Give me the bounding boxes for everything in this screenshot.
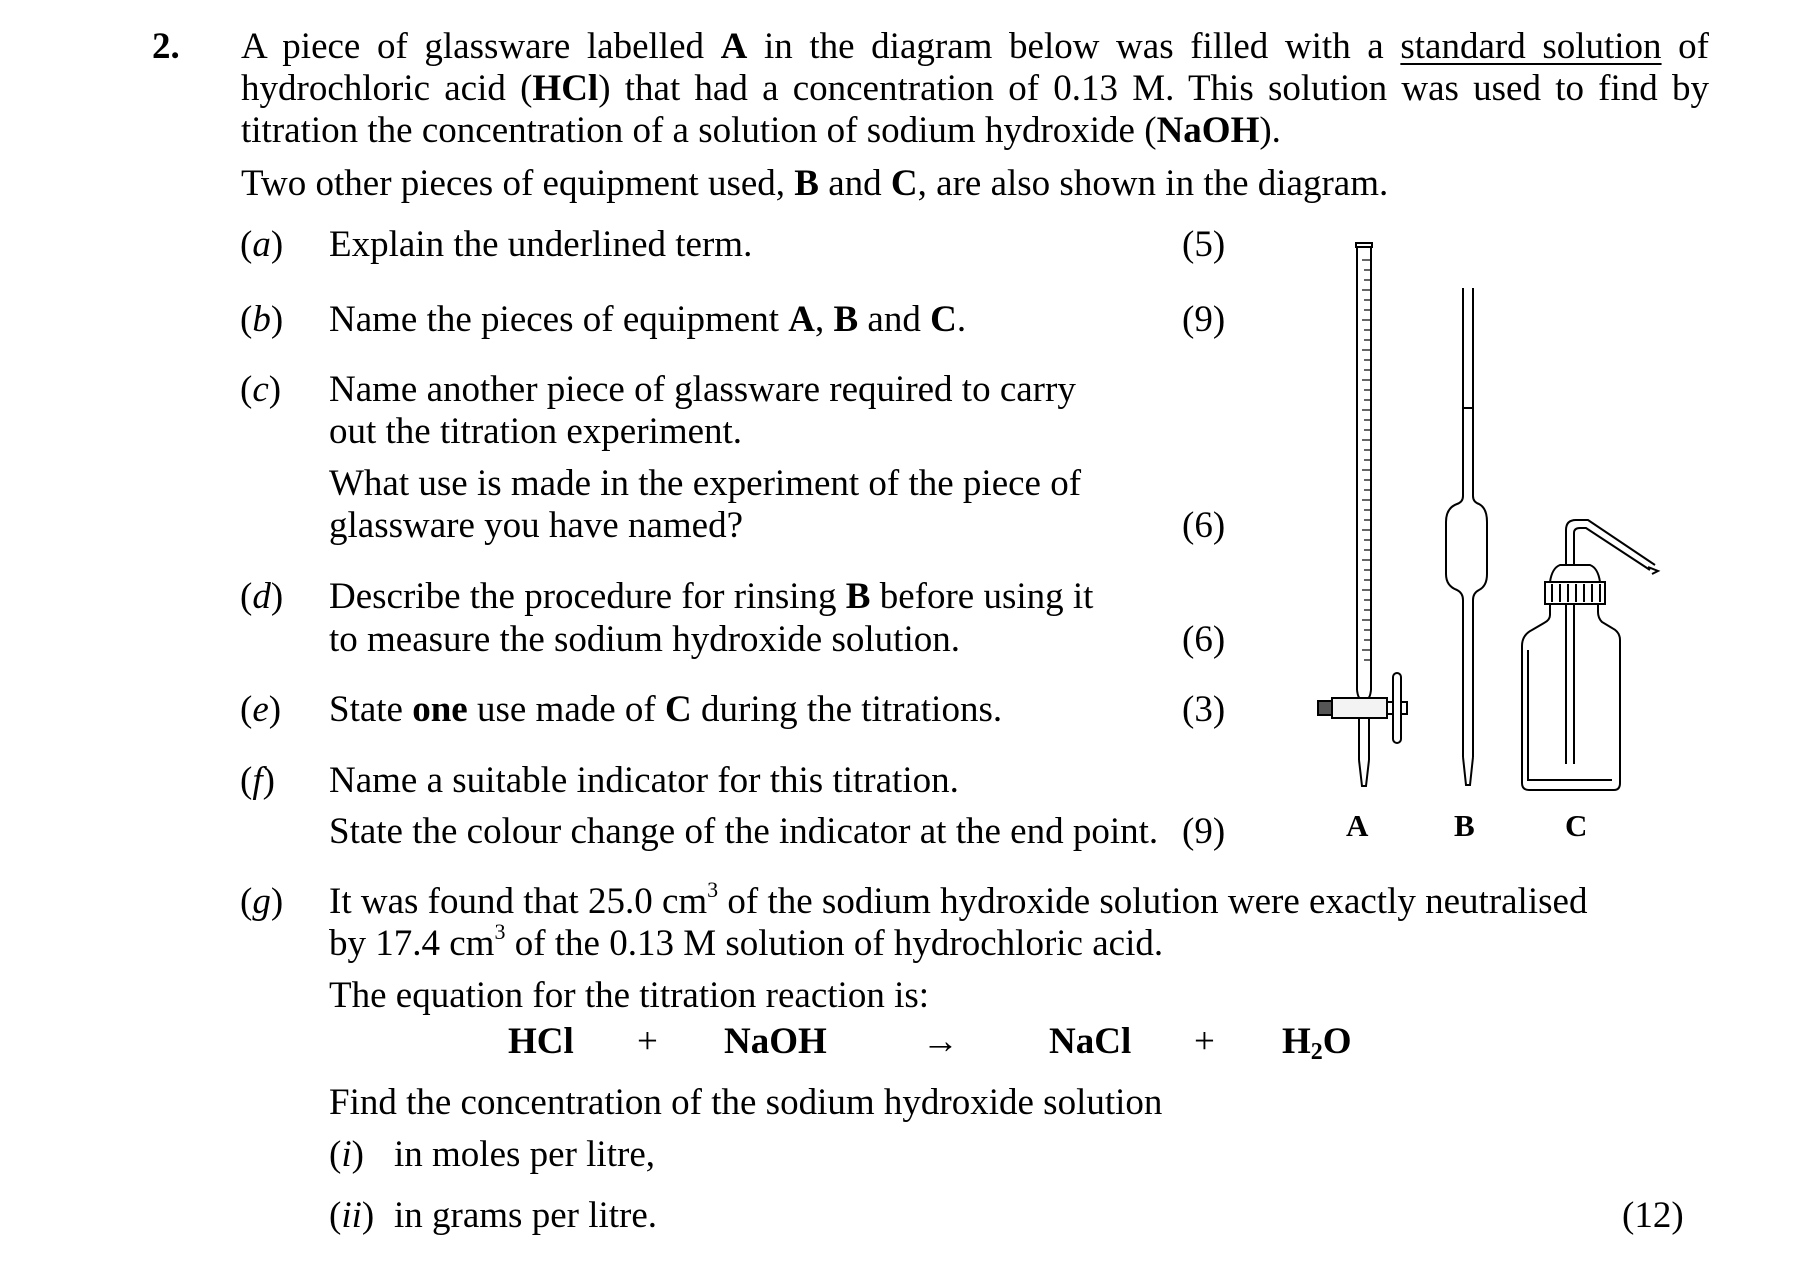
part-c-line-4: glassware you have named? xyxy=(329,505,744,546)
equation-product-2: $H_2O$ xyxy=(1282,1021,1352,1065)
part-f-line-2: State the colour change of the indicator at the end point. xyxy=(329,811,1159,852)
part-c-marks: (6) xyxy=(1182,505,1226,546)
part-g-label: (g) xyxy=(240,881,284,922)
intro-line-3: titration the concentration of a solution of sodium hydroxide (NaOH). xyxy=(241,110,1281,151)
subpart-i-text: in moles per litre, xyxy=(394,1134,655,1175)
intro-line-1: A piece of glassware labelled A in the diagram below was filled with a standard solution of xyxy=(241,26,1709,67)
subpart-i-label: (i) xyxy=(329,1134,364,1175)
equation-plus-2: + xyxy=(1194,1021,1215,1062)
part-c-line-3: What use is made in the experiment of the piece of xyxy=(329,463,1082,504)
part-g-marks: (12) xyxy=(1622,1195,1684,1236)
part-c-line-1: Name another piece of glassware required to carry xyxy=(329,369,1076,410)
diagram-label-b: B xyxy=(1454,808,1475,843)
underlined-term: standard solution xyxy=(1400,26,1662,67)
part-d-line-2: to measure the sodium hydroxide solution. xyxy=(329,619,960,660)
subpart-ii-label: (ii) xyxy=(329,1195,375,1236)
diagram-label-c: C xyxy=(1565,808,1588,843)
part-g-line-4: Find the concentration of the sodium hydroxide solution xyxy=(329,1082,1163,1123)
pipette-icon xyxy=(1446,288,1487,785)
part-b-marks: (9) xyxy=(1182,299,1226,340)
part-c-label: (c) xyxy=(240,369,282,410)
part-b-text: Name the pieces of equipment A, B and C. xyxy=(329,299,967,340)
wash-bottle-icon xyxy=(1522,520,1658,790)
part-f-marks: (9) xyxy=(1182,811,1226,852)
part-e-text: State one use made of C during the titrations. xyxy=(329,689,1003,730)
question-number: 2. xyxy=(152,26,180,67)
part-e-label: (e) xyxy=(240,689,282,730)
part-a-label: (a) xyxy=(240,224,284,265)
part-e-marks: (3) xyxy=(1182,689,1226,730)
part-b-label: (b) xyxy=(240,299,284,340)
intro-line-2: hydrochloric acid (HCl) that had a concentration of 0.13 M. This solution was used to find by xyxy=(241,68,1709,109)
part-g-line-2: by 17.4 $cm^3$ of the 0.13 M solution of hydrochloric acid. xyxy=(329,919,1164,964)
equipment-illustration xyxy=(1300,230,1720,850)
burette-icon xyxy=(1318,243,1407,786)
intro-line-4: Two other pieces of equipment used, B and C, are also shown in the diagram. xyxy=(241,163,1389,204)
part-d-label: (d) xyxy=(240,576,284,617)
part-f-label: (f) xyxy=(240,760,275,801)
part-g-line-3: The equation for the titration reaction is: xyxy=(329,975,930,1016)
part-d-line-1: Describe the procedure for rinsing B before using it xyxy=(329,576,1094,617)
part-a-marks: (5) xyxy=(1182,224,1226,265)
equipment-diagram xyxy=(1300,230,1720,850)
equation-reactant-2: NaOH xyxy=(724,1021,827,1062)
part-f-line-1: Name a suitable indicator for this titration. xyxy=(329,760,959,801)
part-d-marks: (6) xyxy=(1182,619,1226,660)
diagram-label-a: A xyxy=(1346,808,1369,843)
part-a-text: Explain the underlined term. xyxy=(329,224,753,265)
equation-product-1: NaCl xyxy=(1049,1021,1132,1062)
equation-reactant-1: HCl xyxy=(508,1021,574,1062)
equation-plus-1: + xyxy=(637,1021,658,1062)
part-g-line-1: It was found that 25.0 $cm^3$ of the sodium hydroxide solution were exactly neutralised xyxy=(329,877,1588,922)
subpart-ii-text: in grams per litre. xyxy=(394,1195,658,1236)
part-c-line-2: out the titration experiment. xyxy=(329,411,743,452)
equation-arrow: → xyxy=(922,1021,959,1062)
